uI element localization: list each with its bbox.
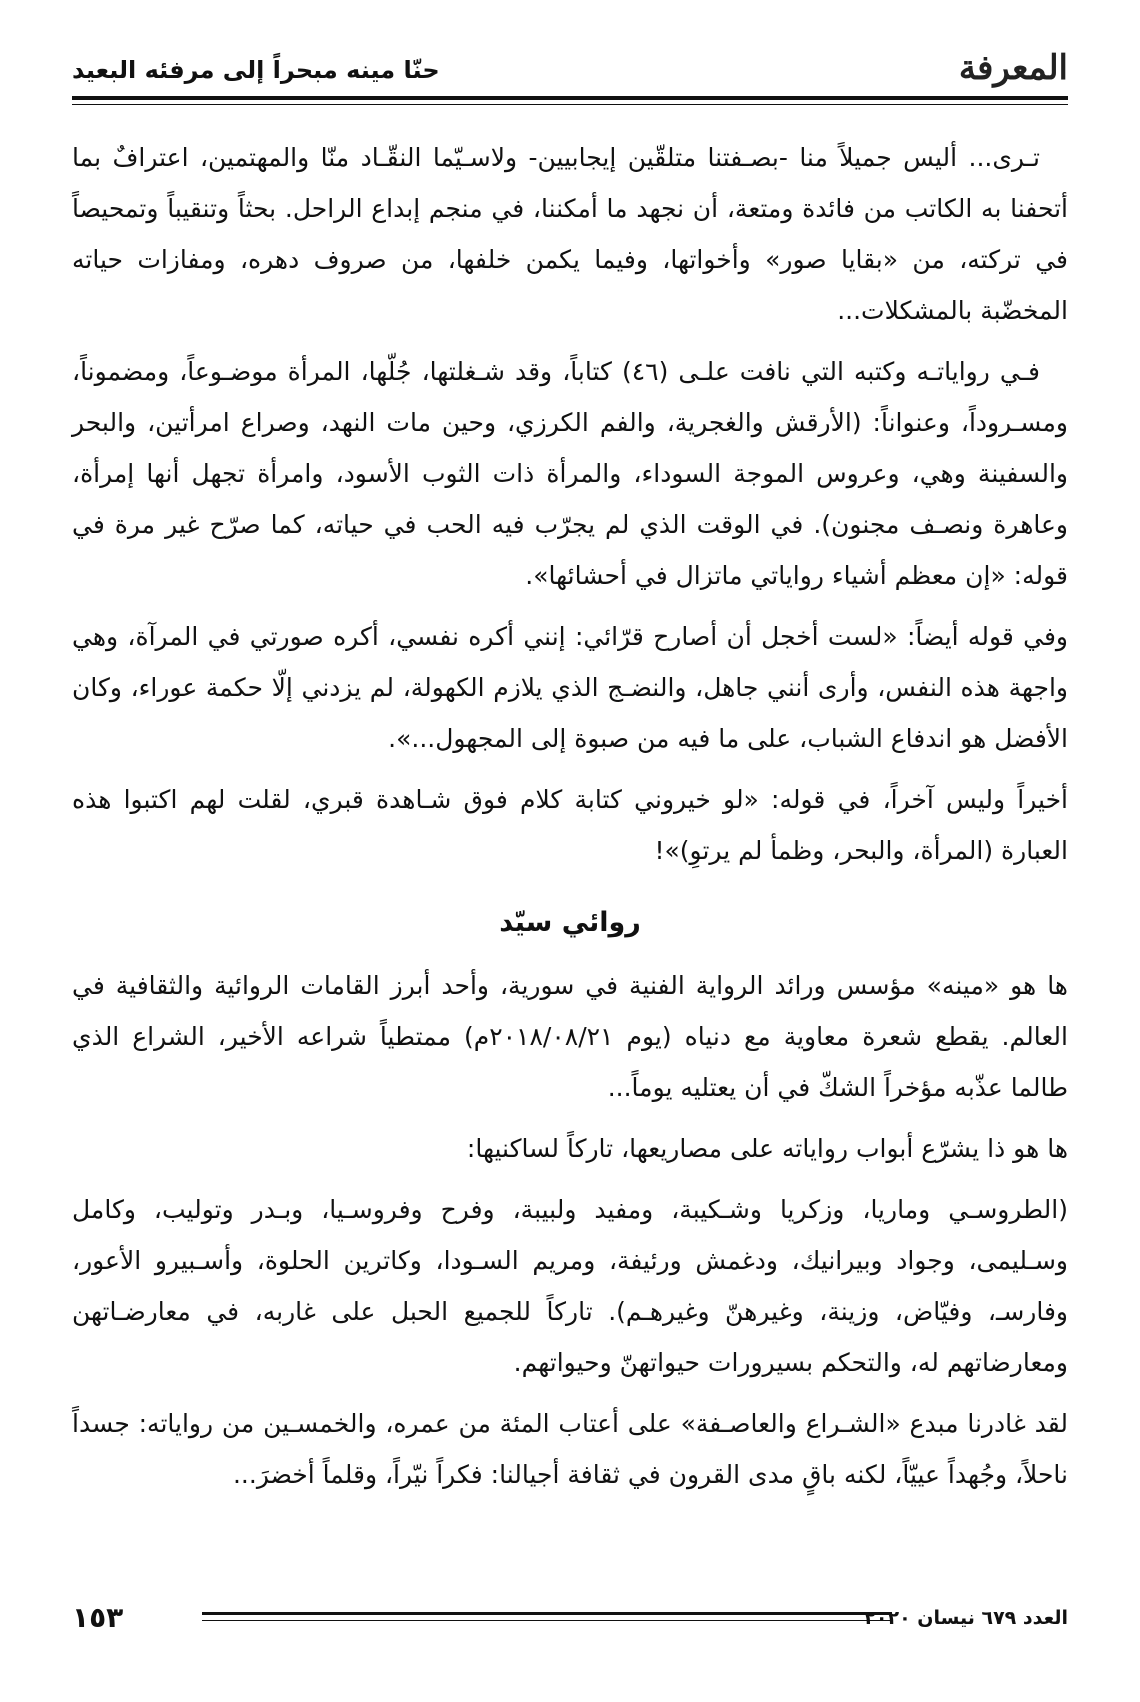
paragraph: تـرى... أليس جميلاً منا -بصـفتنا متلقّين إيجابيين- ولاسـيّما النقّـاد منّا والمهتمين، اعترافٌ بما أتحفنا به الكاتب من فائدة ومتعة، أن نجهد ما أمكننا، في منجم إبداع الراحل. بحثاً وتنقيباً وتمحيصاً في تركته، من «بقايا صور» وأخواتها، وفيما يكمن خلفها، من صروف دهره، ومفازات حياته المخضّبة بالمشكلات... [72,143,1068,325]
paragraph: (الطروسـي وماريا، وزكريا وشـكيبة، ومفيد ولبيبة، وفرح وفروسـيا، وبـدر وتوليب، وكامل وسـليمى، وجواد وبيرانيك، ودغمش ورئيفة، ومريم السـودا، وكاترين الحلوة، وأسـبيرو الأعور، وفارسـ، وفيّاض، وزينة، وغيرهنّ وغيرهـم). تاركاً للجميع الحبل على غاربه، في معارضـاتهن ومعارضاتهم له، والتحكم بسيرورات حيواتهنّ وحيواتهم. [72,1195,1068,1377]
paragraph: ها هو ذا يشرّع أبواب رواياته على مصاريعها، تاركاً لساكنيها: [466,1134,1068,1163]
paragraph: أخيراً وليس آخراً، في قوله: «لو خيروني كتابة كلام فوق شـاهدة قبري، لقلت لهم اكتبوا هذه العبارة (المرأة، والبحر، وظمأ لم يرتوِ)»! [72,785,1068,865]
header-rule-thin [72,104,1068,105]
paragraph: وفي قوله أيضاً: «لست أخجل أن أصارح قرّائي: إنني أكره نفسي، أكره صورتي في المرآة، وهي واجهة هذه النفس، وأرى أنني جاهل، والنضـج الذي يلازم الكهولة، لم يزدني إلّا حكمة عوراء، وكان الأفضل هو اندفاع الشباب، على ما فيه من صبوة إلى المجهول...». [72,622,1068,753]
magazine-logo: المعرفة [958,48,1068,88]
section-heading: روائي سيّد [499,907,641,938]
footer-rule-thin [202,1620,892,1621]
running-title: حنّا مينه مبحراً إلى مرفئه البعيد [72,56,440,84]
running-header [72,48,1068,92]
paragraph: لقد غادرنا مبدع «الشـراع والعاصـفة» على أعتاب المئة من عمره، والخمسـين من رواياته: جسداً ناحلاً، وجُهداً عييّاً، لكنه باقٍ مدى القرون في ثقافة أجيالنا: فكراً نيّراً، وقلماً أخضرَ... [72,1409,1068,1489]
paragraph: فـي رواياتـه وكتبه التي نافت علـى (٤٦) كتاباً، وقد شـغلتها، جُلّها، المرأة موضـوعاً، ومضموناً، ومسـروداً، وعنواناً: (الأرقش والغجرية، والفم الكرزي، وحين مات النهد، وصراع امرأتين، والبحر والسفينة وهي، وعروس الموجة السوداء، والمرأة ذات الثوب الأسود، وامرأة تجهل أنها إمرأة، وعاهرة ونصـف مجنون). في الوقت الذي لم يجرّب فيه الحب في حياته، كما صرّح غير مرة في قوله: «إن معظم أشياء رواياتي ماتزال في أحشائها». [72,357,1068,590]
article-body [72,132,1068,1510]
footer-rule-thick [202,1612,892,1615]
header-rule-thick [72,96,1068,100]
issue-info: العدد ٦٧٩ نيسان ٢٠٢٠ [864,1607,1068,1629]
paragraph: ها هو «مينه» مؤسس ورائد الرواية الفنية في سورية، وأحد أبرز القامات الروائية والثقافية في العالم. يقطع شعرة معاوية مع دنياه (يوم ٢٠١٨/٠٨/٢١م) ممتطياً شراعه الأخير، الشراع الذي طالما عذّبه مؤخراً الشكّ في أن يعتليه يوماً... [72,971,1068,1102]
page-number: ١٥٣ [72,1601,124,1634]
page-footer [72,1600,1068,1640]
